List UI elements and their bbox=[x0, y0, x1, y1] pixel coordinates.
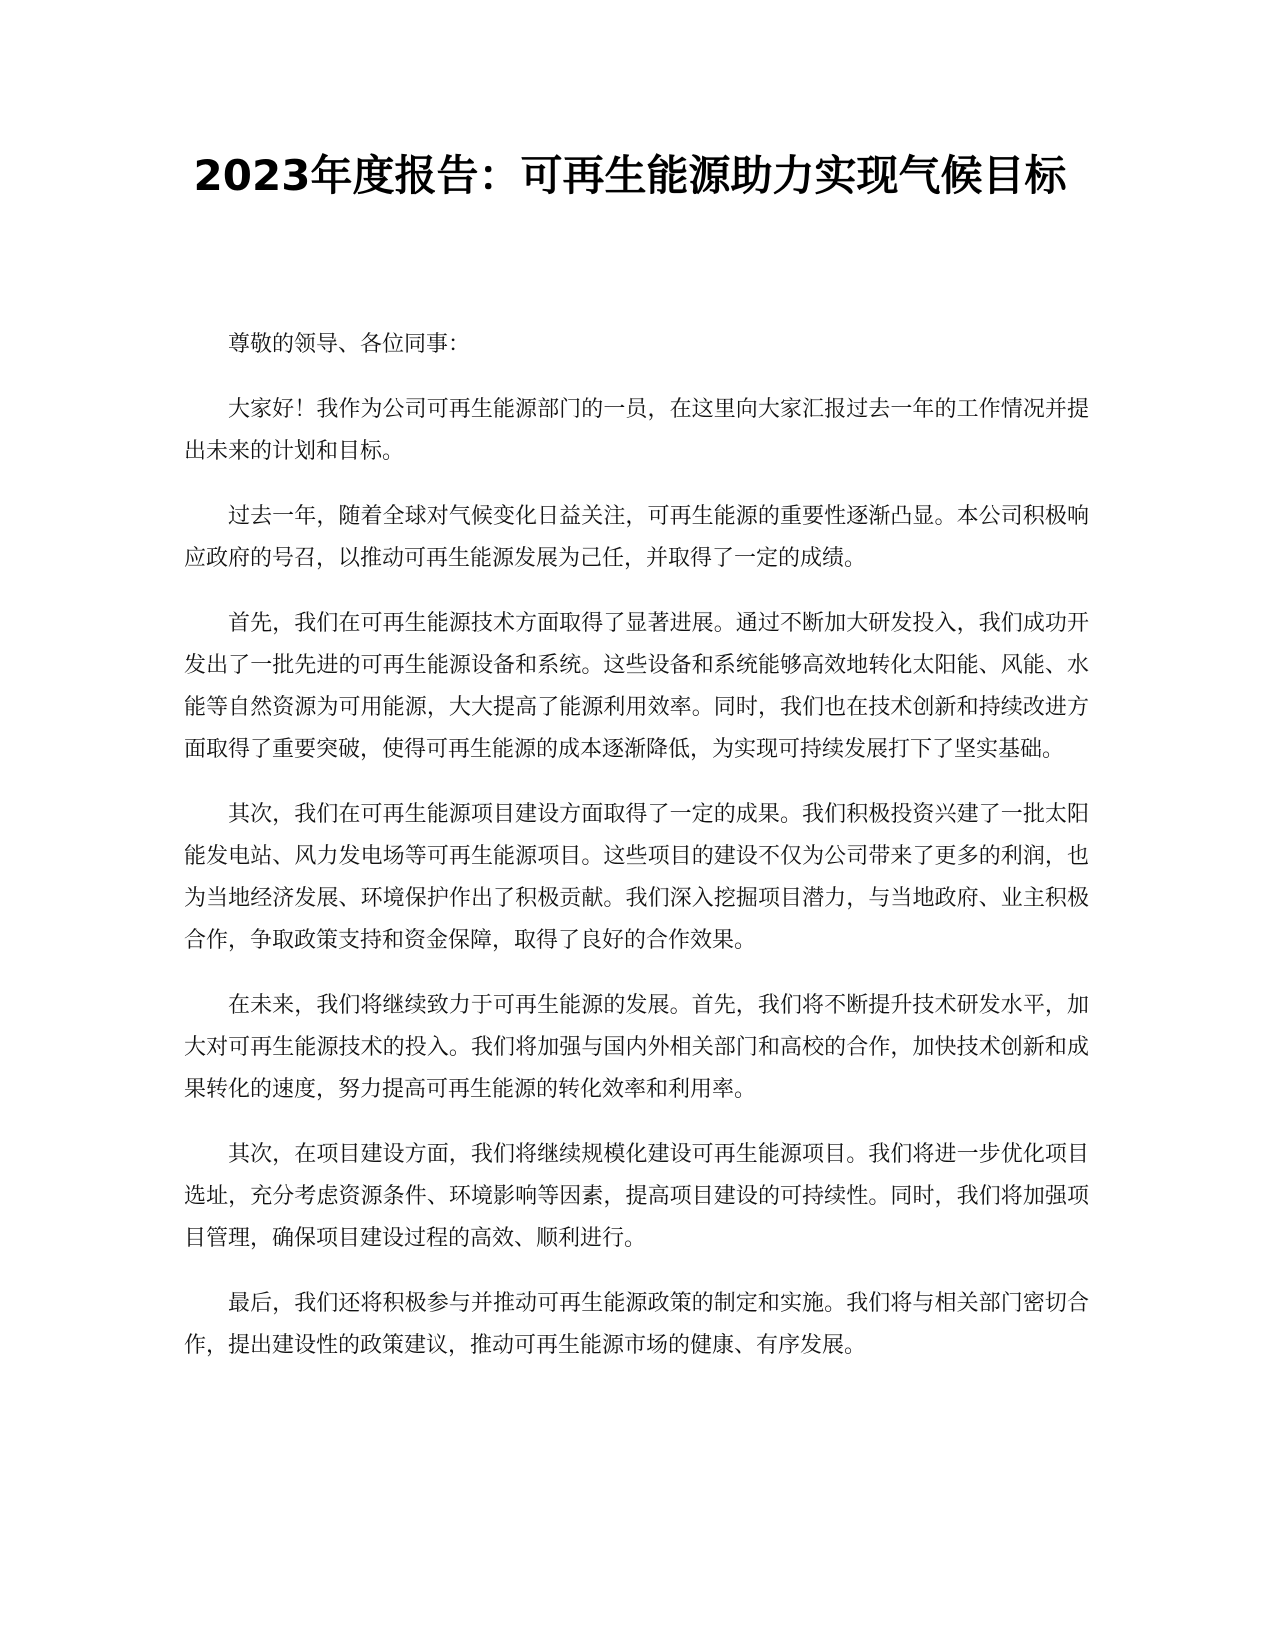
paragraph-projects: 其次，我们在可再生能源项目建设方面取得了一定的成果。我们积极投资兴建了一批太阳能发电站、风力发电场等可再生能源项目。这些项目的建设不仅为公司带来了更多的利润，也为当地经济发展、环境保护作出了积极贡献。我们深入挖掘项目潜力，与当地政府、业主积极合作，争取政策支持和资金保障，取得了良好的合作效果。 bbox=[184, 802, 1089, 953]
paragraph-policy: 最后，我们还将积极参与并推动可再生能源政策的制定和实施。我们将与相关部门密切合作，提出建设性的政策建议，推动可再生能源市场的健康、有序发展。 bbox=[184, 1291, 1089, 1358]
paragraph-future-projects: 其次，在项目建设方面，我们将继续规模化建设可再生能源项目。我们将进一步优化项目选址，充分考虑资源条件、环境影响等因素，提高项目建设的可持续性。同时，我们将加强项目管理，确保项目建设过程的高效、顺利进行。 bbox=[184, 1142, 1089, 1251]
document-body bbox=[184, 324, 1089, 1390]
paragraph-greeting: 大家好！我作为公司可再生能源部门的一员，在这里向大家汇报过去一年的工作情况并提出未来的计划和目标。 bbox=[184, 397, 1089, 464]
paragraph-future-tech: 在未来，我们将继续致力于可再生能源的发展。首先，我们将不断提升技术研发水平，加大对可再生能源技术的投入。我们将加强与国内外相关部门和高校的合作，加快技术创新和成果转化的速度，努力提高可再生能源的转化效率和利用率。 bbox=[184, 993, 1089, 1102]
paragraph-technology: 首先，我们在可再生能源技术方面取得了显著进展。通过不断加大研发投入，我们成功开发出了一批先进的可再生能源设备和系统。这些设备和系统能够高效地转化太阳能、风能、水能等自然资源为可用能源，大大提高了能源利用效率。同时，我们也在技术创新和持续改进方面取得了重要突破，使得可再生能源的成本逐渐降低，为实现可持续发展打下了坚实基础。 bbox=[184, 611, 1089, 762]
document-title: 2023年度报告：可再生能源助力实现气候目标 bbox=[193, 151, 1067, 200]
salutation: 尊敬的领导、各位同事： bbox=[228, 332, 471, 357]
paragraph-past-year: 过去一年，随着全球对气候变化日益关注，可再生能源的重要性逐渐凸显。本公司积极响应政府的号召，以推动可再生能源发展为己任，并取得了一定的成绩。 bbox=[184, 504, 1089, 571]
